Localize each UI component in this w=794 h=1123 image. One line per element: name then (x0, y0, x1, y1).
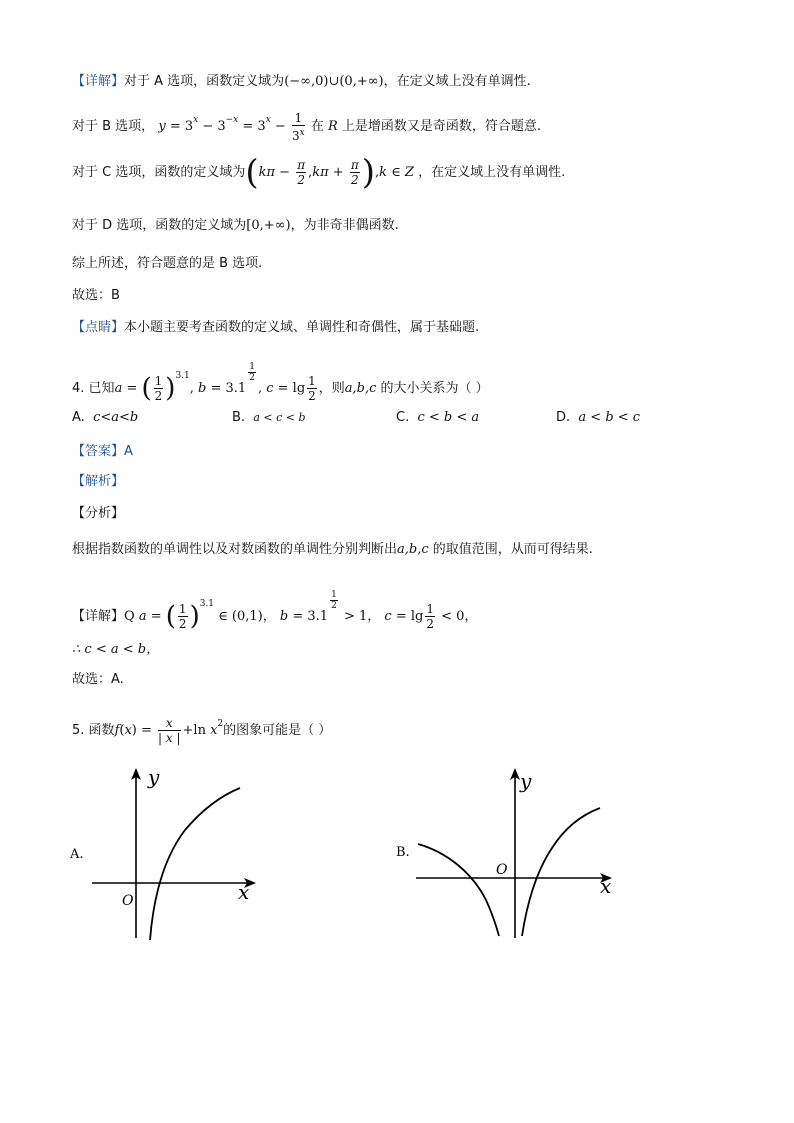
curve (150, 788, 240, 940)
detail-line-c: 对于 C 选项，函数的定义域为(kπ − $\frac{\pi}{2}$ ,kπ + $\frac{\pi}{2}$ ),k ∈ Z ，在定义域上没有单调性. (72, 152, 566, 193)
option-label: A. (72, 410, 85, 425)
curve-left (418, 844, 499, 936)
fraction: $\frac{1}{3^x}$ (291, 110, 305, 143)
variables: a,b,c (344, 381, 377, 396)
option-value: a < c < b (253, 411, 306, 424)
y-axis-label: y (148, 765, 160, 789)
graph-b-label: B. (396, 845, 410, 860)
set-r: R (327, 119, 338, 134)
text: 对于 B 选项， (72, 119, 155, 134)
text: 的取值范围，从而可得结果. (428, 542, 593, 557)
text: 函数 (88, 723, 115, 738)
domain-a: (−∞,0)∪(0,+∞) (284, 74, 384, 89)
graph-a-label: A. (70, 847, 84, 862)
option-d[interactable] (556, 410, 640, 425)
result-line: ∴ c < a < b， (72, 642, 160, 657)
y-axis-label: y (520, 769, 532, 793)
text: 上是增函数又是奇函数，符合题意. (337, 119, 542, 134)
fraction: $\frac{1}{2}$ (178, 602, 187, 631)
option-value: c<a<b (93, 410, 139, 425)
curve-right (522, 808, 600, 936)
domain-d: [0,+∞) (246, 218, 291, 233)
detail-line-d (72, 216, 399, 236)
detail-line-b: 对于 B 选项， $y = 3^x - 3^{-x} = 3^x$ − $\frac{1}{3^x}$ 在 R 上是增函数又是奇函数，符合题意. (72, 110, 542, 143)
remark-tag: 【点睛】 (72, 320, 125, 335)
analysis-tag: 【解析】 (72, 474, 125, 489)
text: ，则 (318, 381, 345, 396)
fraction: $\frac{1}{2}$ (426, 602, 434, 631)
option-b[interactable] (232, 410, 306, 425)
fenxi-tag: 【分析】 (72, 506, 125, 521)
text: 的大小关系为（ ） (376, 381, 489, 396)
x-axis-label: x (238, 880, 250, 904)
detail-line-a (72, 72, 531, 92)
text: 对于 D 选项，函数的定义域为 (72, 218, 247, 233)
detail-tag: 【详解】 (72, 609, 125, 624)
choice-line: 故选：B (72, 288, 120, 303)
graph-b[interactable] (394, 760, 634, 950)
answer-tag: 【答案】A (72, 444, 133, 459)
fraction: $\frac{1}{2}$ (154, 374, 163, 403)
detail-tag: 【详解】 (72, 74, 125, 89)
text: ，为非奇非偶函数. (290, 218, 399, 233)
select-line: 故选：A. (72, 672, 124, 687)
text: ，在定义域上没有单调性. (383, 74, 531, 89)
text: 在 (310, 119, 328, 134)
text: ， (464, 609, 478, 624)
text: ， (262, 609, 276, 624)
text: ，在定义域上没有单调性. (418, 165, 566, 180)
text: 对于 C 选项，函数的定义域为 (72, 165, 246, 180)
question-number: 5. (72, 723, 85, 738)
origin-label: O (496, 862, 508, 878)
option-label: B. (232, 410, 246, 425)
option-c[interactable] (396, 410, 479, 425)
option-a[interactable] (72, 410, 138, 425)
option-label: C. (396, 410, 410, 425)
remark-line (72, 318, 479, 338)
text: 已知 (88, 381, 115, 396)
fraction: $\frac{x}{| x |}$ (158, 716, 181, 745)
analysis-line (72, 540, 593, 560)
variables: a,b,c (397, 542, 429, 557)
detail-q4: 【详解】Q a = ( $\frac{1}{2}$ )$^{3.1}$ ∈ (0,1)， b = 3.1 $\frac{1}{2}$ > 1， c = lg $\frac{1}{2}$ < 0， (72, 590, 478, 632)
text: 根据指数函数的单调性以及对数函数的单调性分别判断出 (72, 542, 398, 557)
option-value: c < b < a (417, 410, 480, 425)
because-symbol: Q (124, 609, 135, 624)
fraction: $\frac{1}{2}$ (308, 374, 316, 403)
summary-line: 综上所述，符合题意的是 B 选项. (72, 256, 263, 271)
fraction: $\frac{\pi}{2}$ (297, 158, 306, 187)
text: 对于 A 选项，函数定义域为 (124, 74, 285, 89)
origin-label: O (122, 893, 134, 909)
option-value: a < b < c (578, 410, 641, 425)
x-axis-label: x (600, 874, 612, 898)
text: 的图象可能是（ ） (223, 723, 332, 738)
question-5: 5. 函数f(x) = $\frac{x}{| x |}$ +ln $x^2$的图象可能是（ ） (72, 716, 332, 745)
formula-b: y (158, 119, 166, 134)
question-number: 4. (72, 381, 85, 396)
fraction: $\frac{\pi}{2}$ (350, 158, 359, 187)
text: ， (367, 609, 381, 624)
text: 本小题主要考查函数的定义域、单调性和奇偶性，属于基础题. (124, 320, 480, 335)
question-4: 4. 已知a = ( $\frac{1}{2}$ )$^{3.1}$, b = 3.1 $\frac{1}{2}$ , c = lg $\frac{1}{2}$ ，则a,b,c 的大小关系为（ ） (72, 362, 489, 404)
option-label: D. (556, 410, 571, 425)
graph-a[interactable] (70, 760, 270, 950)
